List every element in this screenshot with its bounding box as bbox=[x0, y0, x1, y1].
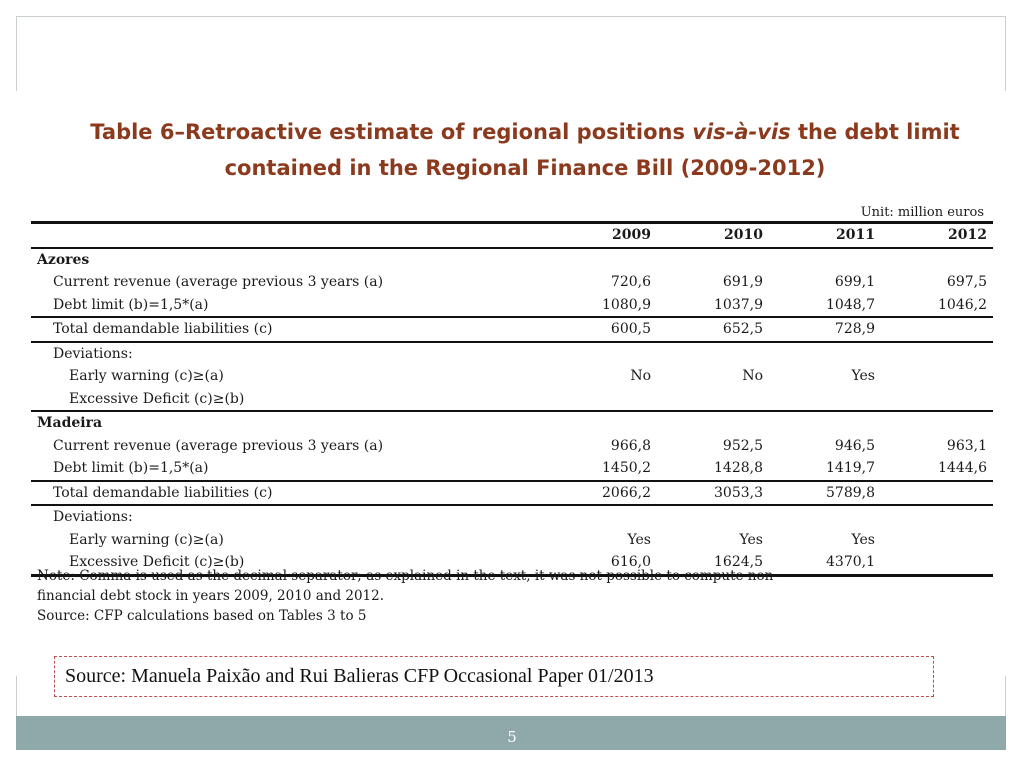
page-number: 5 bbox=[507, 728, 517, 746]
cell bbox=[545, 388, 657, 412]
row-label: Deviations: bbox=[31, 342, 545, 366]
cell: 699,1 bbox=[834, 274, 875, 291]
cell: 966,8 bbox=[610, 437, 651, 454]
table-row bbox=[31, 271, 993, 294]
cell: 616,0 bbox=[545, 551, 657, 575]
cell: No bbox=[630, 368, 651, 385]
row-label: Current revenue (average previous 3 years (a) bbox=[53, 274, 384, 291]
cell bbox=[881, 365, 993, 388]
row-label: Deviations: bbox=[31, 505, 545, 529]
title-prefix: Table 6–Retroactive estimate of regional positions bbox=[90, 120, 693, 144]
row-label: Current revenue (average previous 3 years (a) bbox=[53, 437, 384, 454]
cell bbox=[769, 388, 881, 412]
table-row bbox=[31, 435, 993, 458]
table-note bbox=[37, 566, 977, 626]
row-label: Excessive Deficit (c)≥(b) bbox=[31, 551, 545, 575]
cell: Yes bbox=[851, 368, 875, 385]
cell: Yes bbox=[851, 531, 875, 548]
row-label: Debt limit (b)=1,5*(a) bbox=[53, 460, 209, 477]
row-label: Early warning (c)≥(a) bbox=[69, 531, 224, 548]
region-name: Madeira bbox=[31, 411, 545, 435]
row-label: Excessive Deficit (c)≥(b) bbox=[69, 390, 245, 407]
cell: 1080,9 bbox=[602, 296, 651, 313]
table-row bbox=[31, 457, 993, 481]
cell: 652,5 bbox=[657, 317, 769, 342]
table-row bbox=[31, 317, 993, 342]
cell: 1048,7 bbox=[826, 296, 875, 313]
cell: 946,5 bbox=[834, 437, 875, 454]
row-label: Total demandable liabilities (c) bbox=[31, 481, 545, 506]
cell: 728,9 bbox=[769, 317, 881, 342]
table-row bbox=[31, 365, 993, 388]
year-header: 2010 bbox=[657, 223, 769, 248]
cell: 1450,2 bbox=[602, 460, 651, 477]
region-row-madeira bbox=[31, 411, 993, 435]
cell: 600,5 bbox=[545, 317, 657, 342]
note-line: Source: CFP calculations based on Tables 3 to 5 bbox=[37, 608, 367, 624]
cell: No bbox=[742, 368, 763, 385]
table-row bbox=[31, 505, 993, 529]
cell: 2066,2 bbox=[545, 481, 657, 506]
year-header: 2011 bbox=[769, 223, 881, 248]
title-italic: vis-à-vis bbox=[692, 120, 791, 144]
source-caption: Source: Manuela Paixão and Rui Balieras CFP Occasional Paper 01/2013 bbox=[54, 656, 934, 697]
unit-label: Unit: million euros bbox=[860, 205, 984, 220]
row-label: Early warning (c)≥(a) bbox=[69, 368, 224, 385]
cell: Yes bbox=[739, 531, 763, 548]
cell: 1037,9 bbox=[714, 296, 763, 313]
note-line: financial debt stock in years 2009, 2010 and 2012. bbox=[37, 588, 385, 604]
slide-frame-top bbox=[16, 16, 1006, 91]
table-row bbox=[31, 342, 993, 366]
cell: 963,1 bbox=[946, 437, 987, 454]
title-suffix: the debt limit bbox=[790, 120, 960, 144]
row-label: Total demandable liabilities (c) bbox=[31, 317, 545, 342]
table-header-row bbox=[31, 223, 993, 248]
region-row-azores bbox=[31, 248, 993, 272]
row-label: Debt limit (b)=1,5*(a) bbox=[53, 296, 209, 313]
cell: Yes bbox=[627, 531, 651, 548]
cell: 1444,6 bbox=[938, 460, 987, 477]
table-title bbox=[30, 114, 1020, 186]
debt-limit-table bbox=[31, 221, 993, 577]
cell bbox=[657, 388, 769, 412]
cell bbox=[881, 388, 993, 412]
cell bbox=[881, 529, 993, 552]
region-name: Azores bbox=[37, 251, 90, 268]
note-line: Note: Comma is used as the decimal separator; as explained in the text, it was not possible to compute non- bbox=[37, 568, 778, 584]
table-row bbox=[31, 388, 993, 412]
cell bbox=[881, 317, 993, 342]
cell: 720,6 bbox=[610, 274, 651, 291]
cell: 691,9 bbox=[722, 274, 763, 291]
table-row bbox=[31, 529, 993, 552]
cell bbox=[881, 481, 993, 506]
year-header: 2012 bbox=[881, 223, 993, 248]
cell: 4370,1 bbox=[769, 551, 881, 575]
year-header: 2009 bbox=[545, 223, 657, 248]
cell: 1428,8 bbox=[714, 460, 763, 477]
cell: 952,5 bbox=[722, 437, 763, 454]
title-line2: contained in the Regional Finance Bill (2009-2012) bbox=[224, 156, 826, 180]
cell: 1046,2 bbox=[938, 296, 987, 313]
cell: 1419,7 bbox=[826, 460, 875, 477]
cell: 697,5 bbox=[946, 274, 987, 291]
table-row bbox=[31, 294, 993, 318]
cell: 5789,8 bbox=[769, 481, 881, 506]
cell: 1624,5 bbox=[657, 551, 769, 575]
table-row bbox=[31, 481, 993, 506]
cell: 3053,3 bbox=[657, 481, 769, 506]
